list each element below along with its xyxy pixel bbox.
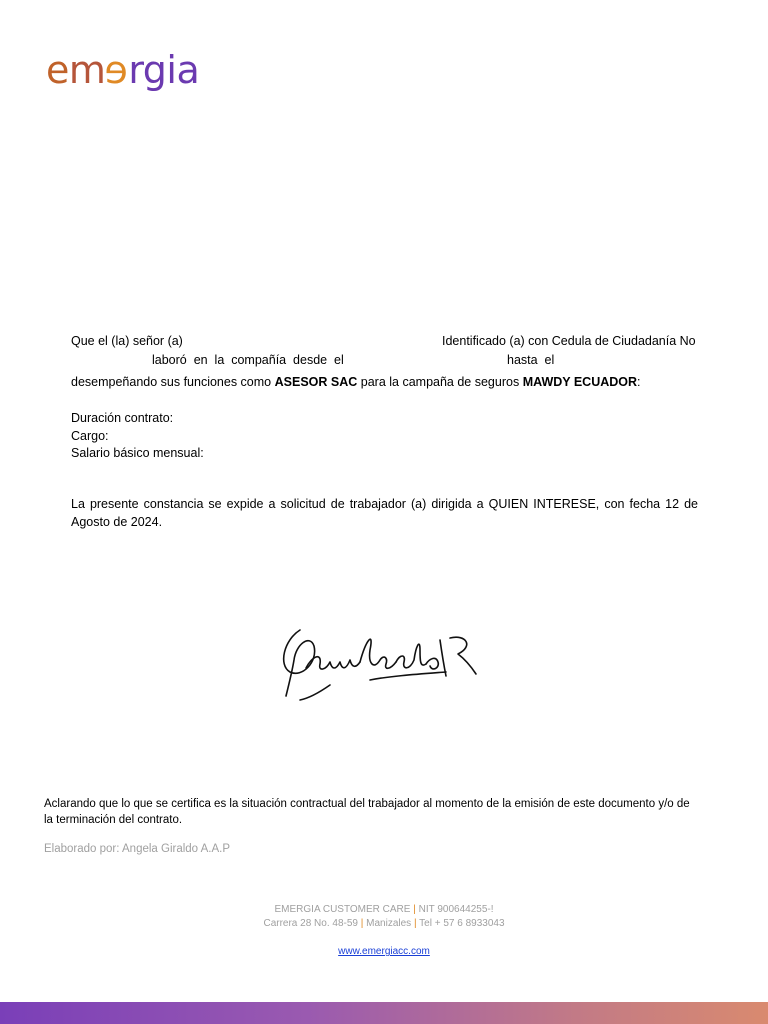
logo-letter-m: m xyxy=(68,48,106,92)
footer-address: Carrera 28 No. 48-59 xyxy=(263,918,358,929)
logo-letter-e: e xyxy=(46,48,69,92)
field-position-label: Cargo: xyxy=(71,428,109,443)
bottom-gradient-bar xyxy=(0,1002,768,1024)
role-suffix: : xyxy=(637,375,641,389)
contract-fields xyxy=(71,410,698,463)
footer-separator: | xyxy=(413,904,416,915)
id-number-label: Identificado (a) con Cedula de Ciudadanía No xyxy=(442,334,696,348)
website-link[interactable]: www.emergiacc.com xyxy=(338,946,430,957)
field-duration-label: Duración contrato: xyxy=(71,411,174,425)
logo-letter-e-accent: e xyxy=(105,48,129,92)
start-date-label: laboró en la compañía desde el xyxy=(152,353,344,367)
footer-city: Manizales xyxy=(366,918,412,929)
handwritten-signature xyxy=(270,610,480,705)
elaborated-by: Elaborado por: Angela Giraldo A.A.P xyxy=(44,843,231,855)
footer-company: EMERGIA CUSTOMER CARE xyxy=(274,904,411,915)
footer-phone: Tel + 57 6 8933043 xyxy=(419,918,505,929)
footer-company-line xyxy=(0,904,768,915)
footer-website-line xyxy=(0,946,768,957)
campaign-prefix: para la campaña de seguros xyxy=(360,375,520,389)
role-prefix: desempeñando sus funciones como xyxy=(71,375,272,389)
issued-paragraph: La presente constancia se expide a solicitud de trabajador (a) dirigida a QUIEN INTERESE, con fecha 12 de Agosto de 2024. xyxy=(71,497,698,529)
logo-letters-rgia: rgia xyxy=(128,48,200,92)
role-sentence xyxy=(71,375,641,389)
emergia-logo xyxy=(46,48,199,92)
footer-separator: | xyxy=(360,918,364,929)
field-salary-label: Salario básico mensual: xyxy=(71,446,204,460)
position-value: ASESOR SAC xyxy=(274,375,358,389)
footer-separator: | xyxy=(413,918,417,929)
end-date-label: hasta el xyxy=(507,353,555,367)
footer-address-line xyxy=(0,918,768,929)
employee-name-label: Que el (la) señor (a) xyxy=(71,334,183,348)
footer-nit: NIT 900644255-! xyxy=(418,904,494,915)
campaign-value: MAWDY ECUADOR xyxy=(522,375,638,389)
clarification-note: Aclarando que lo que se certifica es la situación contractual del trabajador al momento de la emisión de este documento y/o de la terminación del contrato. xyxy=(44,798,690,826)
